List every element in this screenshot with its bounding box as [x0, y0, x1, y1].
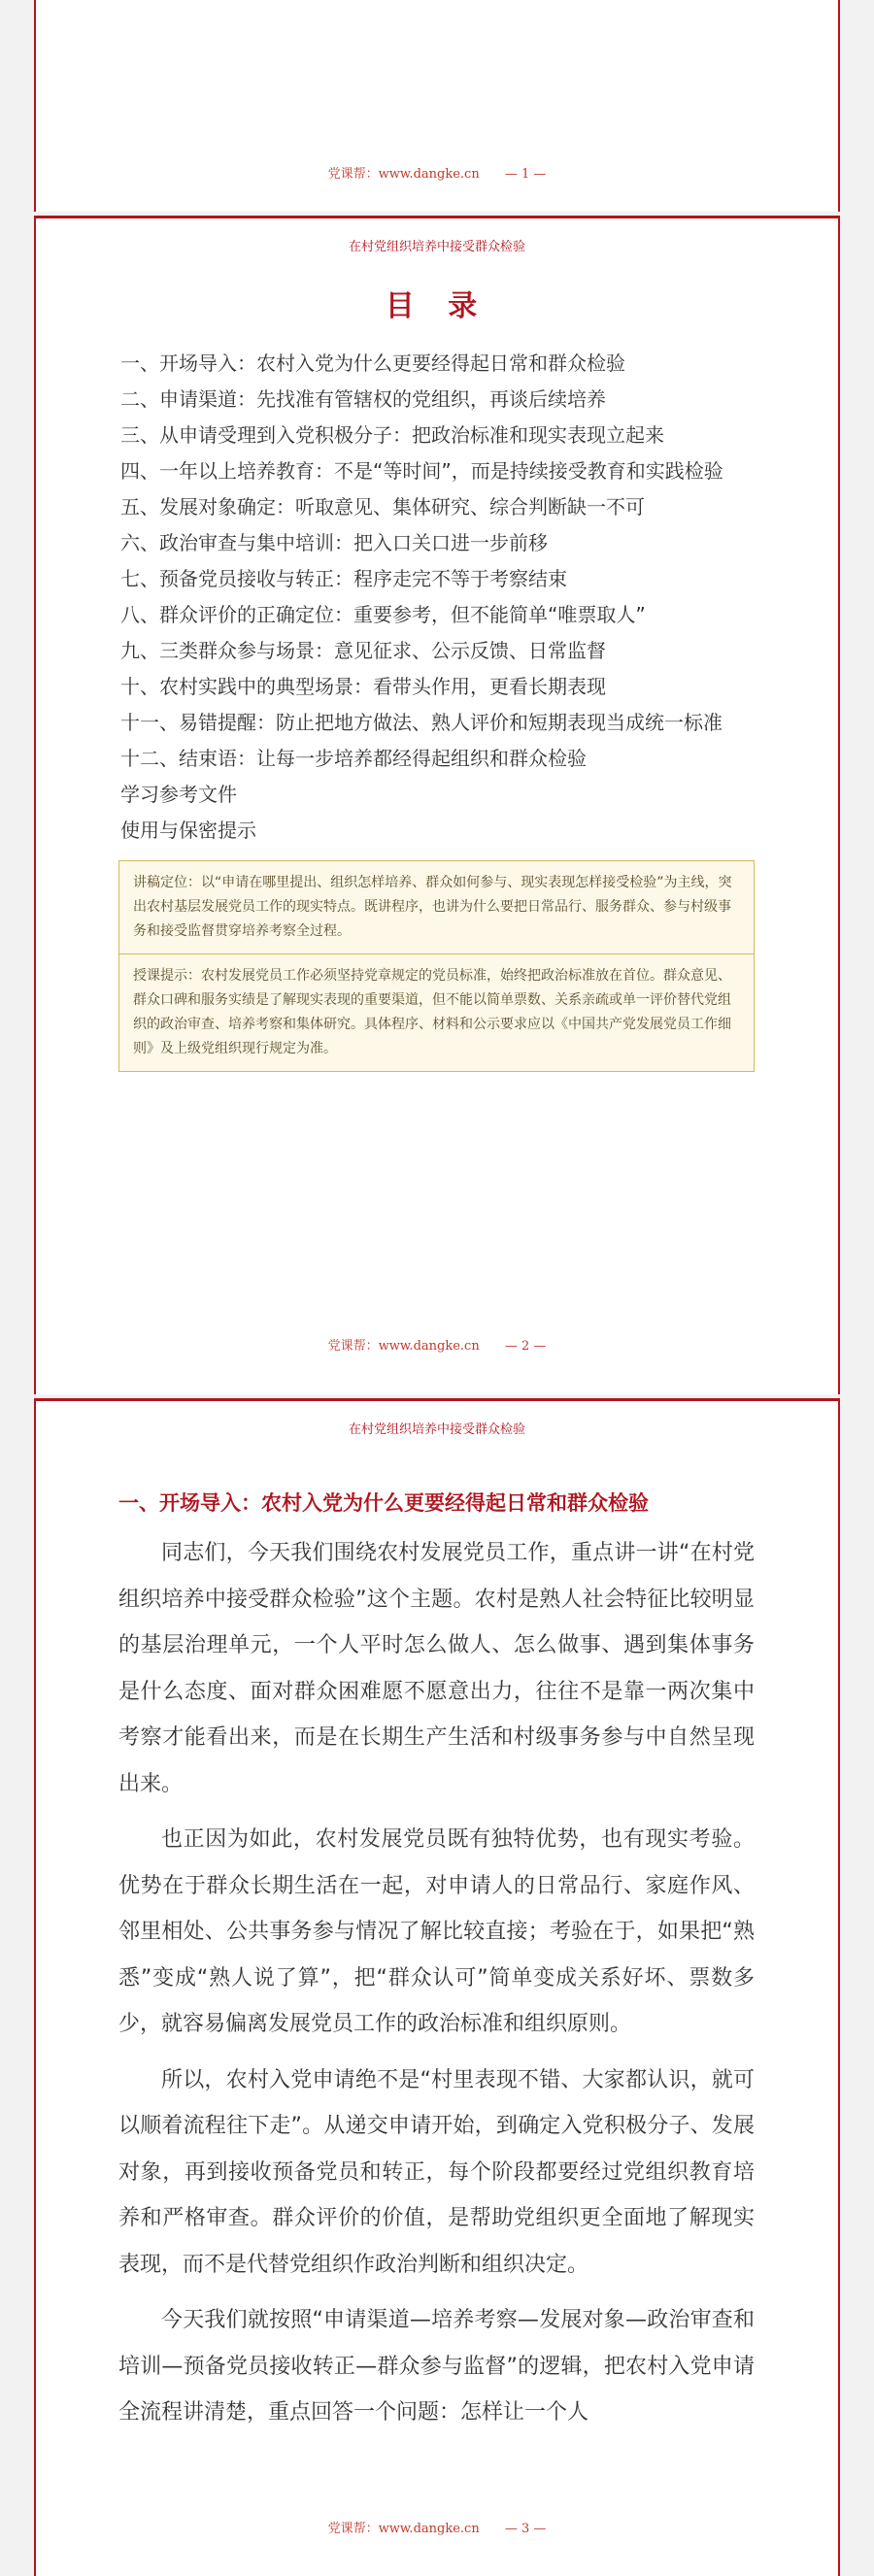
toc-item[interactable]: 十一、易错提醒：防止把地方做法、熟人评价和短期表现当成统一标准 [120, 711, 723, 734]
page-header: 在村党组织培养中接受群众检验 [348, 240, 525, 254]
toc-item[interactable]: 六、政治审查与集中培训：把入口关口进一步前移 [120, 531, 548, 554]
footer-page-number: — 2 — [504, 1339, 547, 1354]
page-header: 在村党组织培养中接受群众检验 [348, 1422, 525, 1437]
page-1 [34, 0, 840, 212]
footer-url: 党课帮：www.dangke.cn [327, 167, 480, 182]
toc-item[interactable]: 一、开场导入：农村入党为什么更要经得起日常和群众检验 [120, 351, 625, 375]
toc-item[interactable]: 十二、结束语：让每一步培养都经得起组织和群众检验 [120, 747, 587, 770]
toc-item[interactable]: 八、群众评价的正确定位：重要参考，但不能简单“唯票取人” [120, 603, 646, 626]
toc-item[interactable]: 三、从申请受理到入党积极分子：把政治标准和现实表现立起来 [120, 423, 664, 447]
page-3 [34, 1398, 840, 2576]
footer-url: 党课帮：www.dangke.cn [327, 1339, 480, 1354]
body-paragraph: 也正因为如此，农村发展党员既有独特优势，也有现实考验。优势在于群众长期生活在一起，对申请人的日常品行、家庭作风、邻里相处、公共事务参与情况了解比较直接；考验在于，如果把“熟悉”变成“熟人说了算”，把“群众认可”简单变成关系好坏、票数多少，就容易偏离发展党员工作的政治标准和组织原则。 [118, 1827, 755, 2036]
toc-item[interactable]: 四、一年以上培养教育：不是“等时间”，而是持续接受教育和实践检验 [120, 459, 723, 483]
page-footer [36, 163, 838, 182]
note-box [118, 860, 755, 1072]
page-2 [34, 216, 840, 1394]
toc-list [120, 346, 753, 849]
section-title: 一、开场导入：农村入党为什么更要经得起日常和群众检验 [118, 1491, 649, 1515]
body-paragraph: 同志们，今天我们围绕农村发展党员工作，重点讲一讲“在村党组织培养中接受群众检验”这个主题。农村是熟人社会特征比较明显的基层治理单元，一个人平时怎么做人、怎么做事、遇到集体事务是什么态度、面对群众困难愿不愿意出力，往往不是靠一两次集中考察才能看出来，而是在长期生产生活和村级事务参与中自然呈现出来。 [118, 1541, 755, 1796]
toc-item[interactable]: 七、预备党员接收与转正：程序走完不等于考察结束 [120, 567, 567, 590]
note-teaching-tips: 授课提示：农村发展党员工作必须坚持党章规定的党员标准，始终把政治标准放在首位。群众意见、群众口碑和服务实绩是了解现实表现的重要渠道，但不能以简单票数、关系亲疏或单一评价替代党组织的政治审查、培养考察和集体研究。具体程序、材料和公示要求应以《中国共产党发展党员工作细则》及上级党组织现行规定为准。 [119, 953, 754, 1071]
toc-item[interactable]: 五、发展对象确定：听取意见、集体研究、综合判断缺一不可 [120, 495, 645, 519]
body-paragraph: 所以，农村入党申请绝不是“村里表现不错、大家都认识，就可以顺着流程往下走”。从递交申请开始，到确定入党积极分子、发展对象，再到接收预备党员和转正，每个阶段都要经过党组织教育培养和严格审查。群众评价的价值，是帮助党组织更全面地了解现实表现，而不是代替党组织作政治判断和组织决定。 [118, 2067, 755, 2277]
toc-item[interactable]: 学习参考文件 [120, 783, 237, 806]
toc-item[interactable]: 十、农村实践中的典型场景：看带头作用，更看长期表现 [120, 675, 606, 698]
page-footer [36, 1335, 838, 1354]
body-paragraph: 今天我们就按照“申请渠道—培养考察—发展对象—政治审查和培训—预备党员接收转正—群众参与监督”的逻辑，把农村入党申请全流程讲清楚，重点回答一个问题：怎样让一个人 [118, 2308, 755, 2425]
footer-page-number: — 3 — [504, 2522, 547, 2536]
footer-page-number: — 1 — [504, 167, 547, 182]
toc-item[interactable]: 九、三类群众参与场景：意见征求、公示反馈、日常监督 [120, 639, 606, 662]
toc-title: 目 录 [385, 289, 489, 323]
note-positioning: 讲稿定位：以“申请在哪里提出、组织怎样培养、群众如何参与、现实表现怎样接受检验”为主线，突出农村基层发展党员工作的现实特点。既讲程序，也讲为什么要把日常品行、服务群众、参与村级事务和接受监督贯穿培养考察全过程。 [133, 875, 732, 939]
toc-item[interactable]: 二、申请渠道：先找准有管辖权的党组织，再谈后续培养 [120, 387, 606, 411]
toc-item[interactable]: 使用与保密提示 [120, 819, 256, 842]
footer-url: 党课帮：www.dangke.cn [327, 2522, 480, 2536]
page-footer [36, 2518, 838, 2536]
